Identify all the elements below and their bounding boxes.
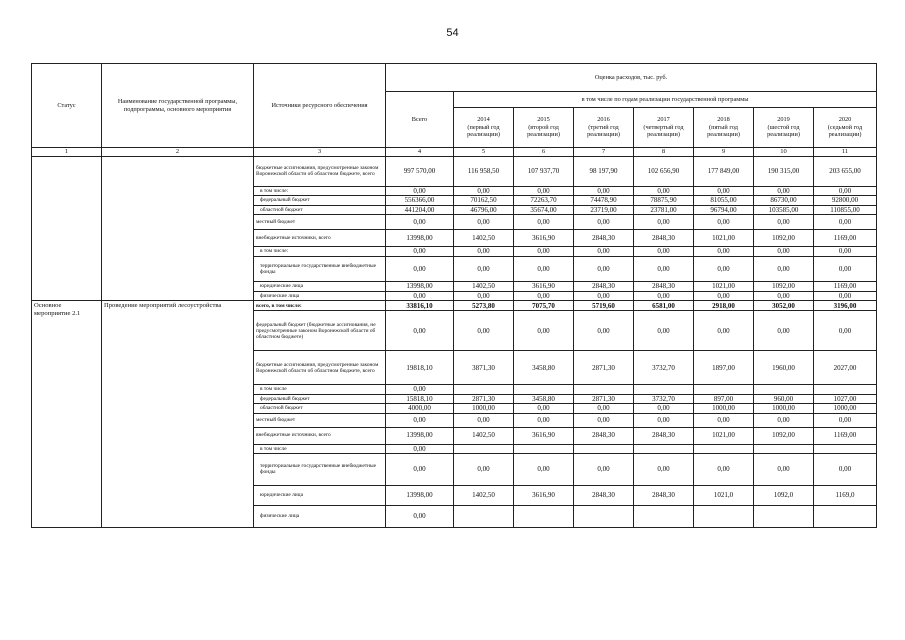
total-value-cell: 19818,10 xyxy=(386,351,454,385)
year-value-cell: 177 849,00 xyxy=(694,156,754,186)
year-value-cell: 897,00 xyxy=(694,394,754,403)
year-value-cell: 0,00 xyxy=(574,404,634,413)
total-value-cell: 0,00 xyxy=(386,256,454,281)
year-value-cell: 0,00 xyxy=(814,291,877,300)
year-value-cell xyxy=(454,505,514,527)
funding-source-cell: физические лица xyxy=(254,291,386,300)
year-value-cell: 0,00 xyxy=(634,246,694,256)
year-value-cell: 0,00 xyxy=(694,311,754,351)
year-value-cell xyxy=(454,444,514,453)
year-value-cell: 5719,60 xyxy=(574,301,634,311)
total-value-cell: 0,00 xyxy=(386,385,454,394)
column-index: 2 xyxy=(102,148,254,157)
column-index: 11 xyxy=(814,148,877,157)
year-value-cell: 23781,00 xyxy=(634,205,694,214)
year-value-cell: 0,00 xyxy=(574,311,634,351)
funding-source-cell: местный бюджет xyxy=(254,214,386,229)
total-value-cell: 13998,00 xyxy=(386,281,454,291)
funding-source-cell: в том числе: xyxy=(254,246,386,256)
column-index: 1 xyxy=(32,148,102,157)
year-value-cell: 0,00 xyxy=(814,256,877,281)
measure-name-cell: Проведение мероприятий лесоустройства xyxy=(102,301,254,528)
year-value-cell: 0,00 xyxy=(634,291,694,300)
year-value-cell: 3052,00 xyxy=(754,301,814,311)
year-value-cell: 0,00 xyxy=(814,453,877,485)
year-value-cell: 102 656,90 xyxy=(634,156,694,186)
funding-source-cell: внебюджетные источники, всего xyxy=(254,427,386,444)
total-value-cell: 0,00 xyxy=(386,413,454,427)
year-value-cell: 3732,70 xyxy=(634,394,694,403)
year-value-cell xyxy=(634,385,694,394)
year-value-cell: 116 958,50 xyxy=(454,156,514,186)
year-value-cell: 5273,80 xyxy=(454,301,514,311)
funding-source-cell: областной бюджет xyxy=(254,205,386,214)
year-value-cell: 3616,90 xyxy=(514,281,574,291)
funding-source-cell: областной бюджет xyxy=(254,404,386,413)
year-value-cell: 0,00 xyxy=(574,186,634,195)
year-value-cell: 1960,00 xyxy=(754,351,814,385)
funding-source-cell: федеральный бюджет xyxy=(254,196,386,205)
year-value-cell: 7075,70 xyxy=(514,301,574,311)
year-value-cell xyxy=(754,505,814,527)
year-value-cell: 2848,30 xyxy=(634,485,694,505)
year-value-cell: 1000,00 xyxy=(694,404,754,413)
header-year: 2019 (шестой год реализации) xyxy=(754,108,814,148)
total-value-cell: 13998,00 xyxy=(386,229,454,246)
year-value-cell: 35674,00 xyxy=(514,205,574,214)
year-value-cell xyxy=(634,505,694,527)
year-value-cell: 74478,90 xyxy=(574,196,634,205)
year-value-cell: 3871,30 xyxy=(454,351,514,385)
year-value-cell: 0,00 xyxy=(814,413,877,427)
column-index-row xyxy=(32,148,877,157)
year-value-cell: 98 197,90 xyxy=(574,156,634,186)
year-value-cell: 92800,00 xyxy=(814,196,877,205)
column-index: 5 xyxy=(454,148,514,157)
year-value-cell: 2918,00 xyxy=(694,301,754,311)
year-value-cell: 2848,30 xyxy=(634,281,694,291)
year-value-cell: 1169,0 xyxy=(814,485,877,505)
funding-source-cell: внебюджетные источники, всего xyxy=(254,229,386,246)
year-value-cell: 107 937,70 xyxy=(514,156,574,186)
year-value-cell: 72263,70 xyxy=(514,196,574,205)
page-number: 54 xyxy=(446,27,459,39)
total-value-cell: 33816,10 xyxy=(386,301,454,311)
year-value-cell: 0,00 xyxy=(454,291,514,300)
column-index: 4 xyxy=(386,148,454,157)
year-value-cell: 0,00 xyxy=(574,214,634,229)
year-value-cell xyxy=(634,444,694,453)
year-value-cell xyxy=(694,444,754,453)
year-value-cell: 1169,00 xyxy=(814,281,877,291)
header-sources: Источники ресурсного обеспечения xyxy=(254,64,386,148)
year-value-cell: 0,00 xyxy=(514,311,574,351)
measure-name-cell xyxy=(102,156,254,301)
status-cell: Основное мероприятие 2.1 xyxy=(32,301,102,528)
column-index: 3 xyxy=(254,148,386,157)
total-value-cell: 556366,00 xyxy=(386,196,454,205)
year-value-cell: 0,00 xyxy=(454,453,514,485)
year-value-cell: 70162,50 xyxy=(454,196,514,205)
year-value-cell: 0,00 xyxy=(514,186,574,195)
year-value-cell: 96794,00 xyxy=(694,205,754,214)
year-value-cell xyxy=(574,444,634,453)
year-value-cell xyxy=(814,444,877,453)
funding-source-cell: физические лица xyxy=(254,505,386,527)
year-value-cell: 1897,00 xyxy=(694,351,754,385)
total-value-cell: 0,00 xyxy=(386,444,454,453)
funding-source-cell: бюджетные ассигнования, предусмотренные законом Воронежской области об областном бюджете, всего xyxy=(254,351,386,385)
total-value-cell: 0,00 xyxy=(386,311,454,351)
year-value-cell: 0,00 xyxy=(694,291,754,300)
year-value-cell: 0,00 xyxy=(634,413,694,427)
year-value-cell: 2848,30 xyxy=(574,427,634,444)
year-value-cell: 0,00 xyxy=(694,256,754,281)
year-value-cell: 1092,00 xyxy=(754,427,814,444)
year-value-cell: 0,00 xyxy=(694,246,754,256)
year-value-cell: 1000,00 xyxy=(754,404,814,413)
year-value-cell: 0,00 xyxy=(814,186,877,195)
year-value-cell: 2871,30 xyxy=(574,394,634,403)
year-value-cell: 110855,00 xyxy=(814,205,877,214)
year-value-cell: 1169,00 xyxy=(814,427,877,444)
year-value-cell: 2871,30 xyxy=(454,394,514,403)
year-value-cell: 3458,80 xyxy=(514,394,574,403)
year-value-cell xyxy=(814,505,877,527)
year-value-cell: 0,00 xyxy=(814,311,877,351)
year-value-cell: 0,00 xyxy=(634,256,694,281)
header-estimate: Оценка расходов, тыс. руб. xyxy=(386,64,877,92)
year-value-cell: 0,00 xyxy=(514,291,574,300)
funding-source-cell: юридические лица xyxy=(254,485,386,505)
year-value-cell xyxy=(694,385,754,394)
year-value-cell: 0,00 xyxy=(694,453,754,485)
column-index: 6 xyxy=(514,148,574,157)
table-row xyxy=(32,301,877,311)
year-value-cell: 960,00 xyxy=(754,394,814,403)
year-value-cell: 190 315,00 xyxy=(754,156,814,186)
year-value-cell: 0,00 xyxy=(454,311,514,351)
year-value-cell: 0,00 xyxy=(574,413,634,427)
year-value-cell: 23719,00 xyxy=(574,205,634,214)
funding-source-cell: местный бюджет xyxy=(254,413,386,427)
total-value-cell: 0,00 xyxy=(386,291,454,300)
year-value-cell: 0,00 xyxy=(754,413,814,427)
year-value-cell: 2848,30 xyxy=(574,485,634,505)
year-value-cell: 0,00 xyxy=(574,291,634,300)
total-value-cell: 4000,00 xyxy=(386,404,454,413)
year-value-cell: 1000,00 xyxy=(814,404,877,413)
year-value-cell: 0,00 xyxy=(514,246,574,256)
year-value-cell: 0,00 xyxy=(694,214,754,229)
year-value-cell xyxy=(454,385,514,394)
year-value-cell: 2848,30 xyxy=(574,229,634,246)
header-name: Наименование государственной программы, подпрограммы, основного мероприятия xyxy=(102,64,254,148)
header-year: 2015 (второй год реализации) xyxy=(514,108,574,148)
year-value-cell xyxy=(514,444,574,453)
year-value-cell: 0,00 xyxy=(634,311,694,351)
year-value-cell: 0,00 xyxy=(514,214,574,229)
header-year: 2016 (третий год реализации) xyxy=(574,108,634,148)
year-value-cell xyxy=(754,385,814,394)
year-value-cell xyxy=(574,505,634,527)
column-index: 8 xyxy=(634,148,694,157)
year-value-cell: 0,00 xyxy=(634,453,694,485)
funding-source-cell: в том числе: xyxy=(254,186,386,195)
year-value-cell: 203 655,00 xyxy=(814,156,877,186)
header-year: 2018 (пятый год реализации) xyxy=(694,108,754,148)
header-status: Статус xyxy=(32,64,102,148)
funding-source-cell: всего, в том числе: xyxy=(254,301,386,311)
funding-source-cell: бюджетные ассигнования, предусмотренные законом Воронежской области об областном бюджете, всего xyxy=(254,156,386,186)
year-value-cell: 2871,30 xyxy=(574,351,634,385)
year-value-cell: 6581,00 xyxy=(634,301,694,311)
column-index: 7 xyxy=(574,148,634,157)
year-value-cell: 3458,80 xyxy=(514,351,574,385)
year-value-cell xyxy=(814,385,877,394)
column-index: 9 xyxy=(694,148,754,157)
year-value-cell xyxy=(574,385,634,394)
year-value-cell: 0,00 xyxy=(754,214,814,229)
total-value-cell: 0,00 xyxy=(386,214,454,229)
year-value-cell: 1021,00 xyxy=(694,281,754,291)
total-value-cell: 15818,10 xyxy=(386,394,454,403)
year-value-cell: 1092,00 xyxy=(754,281,814,291)
year-value-cell: 0,00 xyxy=(754,256,814,281)
year-value-cell: 0,00 xyxy=(634,186,694,195)
year-value-cell: 2848,30 xyxy=(634,427,694,444)
total-value-cell: 0,00 xyxy=(386,186,454,195)
year-value-cell: 1021,0 xyxy=(694,485,754,505)
year-value-cell: 3616,90 xyxy=(514,427,574,444)
year-value-cell: 1092,0 xyxy=(754,485,814,505)
year-value-cell: 1021,00 xyxy=(694,229,754,246)
year-value-cell: 0,00 xyxy=(694,413,754,427)
year-value-cell: 2848,30 xyxy=(634,229,694,246)
total-value-cell: 0,00 xyxy=(386,453,454,485)
year-value-cell: 2027,00 xyxy=(814,351,877,385)
funding-source-cell: федеральный бюджет (бюджетные ассигнования, не предусмотренные законом Воронежской области об областном бюджете) xyxy=(254,311,386,351)
year-value-cell: 2848,30 xyxy=(574,281,634,291)
year-value-cell: 0,00 xyxy=(454,246,514,256)
year-value-cell: 0,00 xyxy=(694,186,754,195)
year-value-cell: 3196,00 xyxy=(814,301,877,311)
year-value-cell: 3732,70 xyxy=(634,351,694,385)
year-value-cell xyxy=(694,505,754,527)
year-value-cell: 0,00 xyxy=(814,214,877,229)
year-value-cell: 3616,90 xyxy=(514,485,574,505)
column-index: 10 xyxy=(754,148,814,157)
table-body xyxy=(32,156,877,527)
total-value-cell: 13998,00 xyxy=(386,427,454,444)
funding-source-cell: в том числе xyxy=(254,385,386,394)
year-value-cell: 1027,00 xyxy=(814,394,877,403)
status-cell xyxy=(32,156,102,301)
year-value-cell: 1021,00 xyxy=(694,427,754,444)
header-year: 2020 (седьмой год реализации) xyxy=(814,108,877,148)
funding-source-cell: юридические лица xyxy=(254,281,386,291)
year-value-cell: 1402,50 xyxy=(454,485,514,505)
year-value-cell: 0,00 xyxy=(454,214,514,229)
year-value-cell: 1000,00 xyxy=(454,404,514,413)
header-by-years: в том числе по годам реализации государственной программы xyxy=(454,92,877,108)
year-value-cell xyxy=(514,385,574,394)
total-value-cell: 997 570,00 xyxy=(386,156,454,186)
year-value-cell: 0,00 xyxy=(634,214,694,229)
total-value-cell: 13998,00 xyxy=(386,485,454,505)
year-value-cell: 0,00 xyxy=(574,453,634,485)
year-value-cell: 1402,50 xyxy=(454,281,514,291)
year-value-cell: 3616,90 xyxy=(514,229,574,246)
year-value-cell: 0,00 xyxy=(454,413,514,427)
total-value-cell: 0,00 xyxy=(386,246,454,256)
year-value-cell xyxy=(514,505,574,527)
header-year: 2017 (четвертый год реализации) xyxy=(634,108,694,148)
header-year: 2014 (первый год реализации) xyxy=(454,108,514,148)
funding-source-cell: территориальные государственные внебюджетные фонды xyxy=(254,453,386,485)
year-value-cell: 0,00 xyxy=(754,311,814,351)
year-value-cell: 0,00 xyxy=(514,413,574,427)
year-value-cell: 0,00 xyxy=(754,186,814,195)
year-value-cell: 0,00 xyxy=(454,186,514,195)
header-total: Всего xyxy=(386,92,454,148)
year-value-cell: 81055,00 xyxy=(694,196,754,205)
year-value-cell: 1402,50 xyxy=(454,229,514,246)
year-value-cell: 0,00 xyxy=(454,256,514,281)
year-value-cell: 0,00 xyxy=(514,256,574,281)
year-value-cell: 78875,90 xyxy=(634,196,694,205)
year-value-cell: 0,00 xyxy=(574,256,634,281)
year-value-cell: 86730,00 xyxy=(754,196,814,205)
year-value-cell: 1402,50 xyxy=(454,427,514,444)
total-value-cell: 441204,00 xyxy=(386,205,454,214)
year-value-cell: 0,00 xyxy=(634,404,694,413)
year-value-cell: 0,00 xyxy=(814,246,877,256)
year-value-cell: 0,00 xyxy=(514,453,574,485)
year-value-cell xyxy=(754,444,814,453)
funding-source-cell: федеральный бюджет xyxy=(254,394,386,403)
year-value-cell: 1169,00 xyxy=(814,229,877,246)
funding-source-cell: в том числе xyxy=(254,444,386,453)
year-value-cell: 1092,00 xyxy=(754,229,814,246)
year-value-cell: 0,00 xyxy=(514,404,574,413)
year-value-cell: 0,00 xyxy=(754,246,814,256)
total-value-cell: 0,00 xyxy=(386,505,454,527)
funding-source-cell: территориальные государственные внебюджетные фонды xyxy=(254,256,386,281)
expense-table xyxy=(31,63,877,528)
year-value-cell: 103585,00 xyxy=(754,205,814,214)
year-value-cell: 0,00 xyxy=(754,291,814,300)
year-value-cell: 0,00 xyxy=(754,453,814,485)
year-value-cell: 0,00 xyxy=(574,246,634,256)
table-row xyxy=(32,156,877,186)
year-value-cell: 46796,00 xyxy=(454,205,514,214)
